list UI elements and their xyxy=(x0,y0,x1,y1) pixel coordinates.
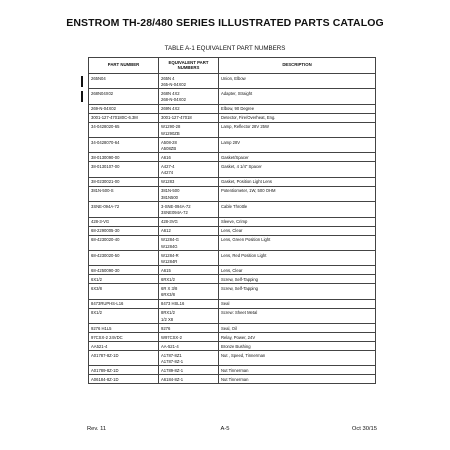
equivalent-part-number: A615 xyxy=(161,267,171,273)
part-number-cell xyxy=(89,341,159,350)
equivalent-part-number: A508ZB xyxy=(161,146,177,152)
equivalent-part-number: W1283 xyxy=(161,179,175,185)
part-number-cell xyxy=(89,375,159,384)
part-number: 38-0130107-00 xyxy=(91,164,120,170)
equivalent-part-number: A1787-8Z-1 xyxy=(161,358,184,364)
equivalent-part-numbers-cell xyxy=(159,332,219,341)
part-number-cell xyxy=(89,186,159,201)
description-cell xyxy=(219,275,376,284)
description: Seal, Oil xyxy=(221,325,237,331)
part-number: 68-2290005-30 xyxy=(91,228,120,234)
page-number: A-5 xyxy=(220,426,230,432)
part-number-cell xyxy=(89,153,159,162)
part-number: A06184-8Z-1D xyxy=(91,376,119,382)
equivalent-part-number: A427-4 xyxy=(161,164,175,170)
revision-date: Oct 30/15 xyxy=(351,426,377,432)
description: Screw: Sheet Metal xyxy=(221,310,258,316)
part-number: AA521-4 xyxy=(91,343,108,349)
part-number: 6X1/2 xyxy=(91,276,102,282)
part-number-cell xyxy=(89,177,159,186)
part-number: 38-0130090-00 xyxy=(91,155,120,161)
description: Elbow, 90 Degree xyxy=(221,106,255,112)
table-header-row xyxy=(89,58,376,74)
table-row xyxy=(89,202,376,217)
description-cell xyxy=(219,350,376,365)
equivalent-part-number: 1/2 X8 xyxy=(161,316,174,322)
equivalent-part-number: 3-SNE-094A-72 xyxy=(161,203,191,209)
part-number: 428-3-VG xyxy=(91,219,110,225)
description-cell xyxy=(219,89,376,104)
column-header-equivalent-part-numbers: EQUIVALENT PART NUMBERS xyxy=(159,58,219,74)
part-number: 38-0230021-00 xyxy=(91,179,120,185)
description: Detector, Fire/Overheat, Eng. xyxy=(221,115,276,121)
part-number-cell xyxy=(89,226,159,235)
equivalent-part-number: AA-521-4 xyxy=(161,343,179,349)
part-number-cell xyxy=(89,113,159,122)
table-row xyxy=(89,323,376,332)
part-number-cell xyxy=(89,323,159,332)
description-cell xyxy=(219,153,376,162)
equivalent-part-numbers-table xyxy=(88,57,376,384)
table-row xyxy=(89,266,376,275)
equivalent-part-numbers-cell xyxy=(159,89,219,104)
equivalent-part-number: W97CSX-2 xyxy=(161,334,182,340)
description-cell xyxy=(219,235,376,250)
description-cell xyxy=(219,323,376,332)
equivalent-part-number: 8473 HSL16 xyxy=(161,301,185,307)
equivalent-part-number: 265N 4 xyxy=(161,75,175,81)
table-row xyxy=(89,89,376,104)
part-number-cell xyxy=(89,104,159,113)
description: Screw, Self-Tapping xyxy=(221,285,259,291)
table-row xyxy=(89,138,376,153)
description: Gasket, Position Light Lens xyxy=(221,179,272,185)
description-cell xyxy=(219,332,376,341)
description-cell xyxy=(219,341,376,350)
part-number-cell xyxy=(89,350,159,365)
part-number-cell xyxy=(89,162,159,177)
equivalent-part-number: 9276 xyxy=(161,325,171,331)
description: Union, Elbow xyxy=(221,75,246,81)
part-number: 68-4230020-50 xyxy=(91,252,120,258)
equivalent-part-numbers-cell xyxy=(159,122,219,137)
equivalent-part-numbers-cell xyxy=(159,226,219,235)
document-title: ENSTROM TH-28/480 SERIES ILLUSTRATED PARTS CATALOG xyxy=(66,17,384,29)
part-number-cell xyxy=(89,74,159,89)
part-number: 381N-500-S xyxy=(91,188,114,194)
equivalent-part-number: W1290-28 xyxy=(161,124,181,130)
equivalent-part-number: 265-N-04X02 xyxy=(161,81,186,87)
table-row xyxy=(89,332,376,341)
equivalent-part-numbers-cell xyxy=(159,366,219,375)
table-row xyxy=(89,122,376,137)
equivalent-part-number: 3SNE094A-72 xyxy=(161,210,188,216)
part-number: 268N04X02 xyxy=(91,90,114,96)
equivalent-part-numbers-cell xyxy=(159,250,219,265)
part-number: 8473RUPHS-L16 xyxy=(91,301,124,307)
description: Nut Tinnerman xyxy=(221,367,249,373)
column-header-part-number: PART NUMBER xyxy=(89,58,159,74)
part-number-cell xyxy=(89,235,159,250)
description-cell xyxy=(219,113,376,122)
equivalent-part-number: A1787-8Z1 xyxy=(161,352,182,358)
description-cell xyxy=(219,122,376,137)
equivalent-part-numbers-cell xyxy=(159,113,219,122)
part-number: 3SNE-094A-72 xyxy=(91,203,120,209)
equivalent-part-number: W1284R xyxy=(161,258,178,264)
equivalent-part-numbers-cell xyxy=(159,104,219,113)
part-number: 34-0428070-64 xyxy=(91,139,120,145)
table-row xyxy=(89,235,376,250)
part-number-cell xyxy=(89,366,159,375)
equivalent-part-numbers-cell xyxy=(159,162,219,177)
table-row xyxy=(89,284,376,299)
description-cell xyxy=(219,104,376,113)
table-row xyxy=(89,113,376,122)
description: Lens, Clear xyxy=(221,267,243,273)
equivalent-part-numbers-cell xyxy=(159,217,219,226)
part-number: 68-4250090-30 xyxy=(91,267,120,273)
equivalent-part-numbers-cell xyxy=(159,186,219,201)
description-cell xyxy=(219,375,376,384)
equivalent-part-number: A4274 xyxy=(161,170,174,176)
description-cell xyxy=(219,226,376,235)
table-row xyxy=(89,74,376,89)
description: Cable Throttle xyxy=(221,203,248,209)
equivalent-part-numbers-cell xyxy=(159,375,219,384)
equivalent-part-number: W1290ZB xyxy=(161,130,180,136)
part-number: 34-0428020-65 xyxy=(91,124,120,130)
part-number-cell xyxy=(89,122,159,137)
equivalent-part-number: A6184-8Z-1 xyxy=(161,376,184,382)
description: Lens, Red Position Light xyxy=(221,252,267,258)
part-number-cell xyxy=(89,308,159,323)
equivalent-part-numbers-cell xyxy=(159,308,219,323)
equivalent-part-number: 381N500 xyxy=(161,194,178,200)
part-number-cell xyxy=(89,332,159,341)
equivalent-part-numbers-cell xyxy=(159,74,219,89)
description: Screw, Self-Tapping xyxy=(221,276,259,282)
description: Lamp, Reflector 28V 25W xyxy=(221,124,269,130)
part-number: 6X3/8 xyxy=(91,285,102,291)
equivalent-part-number: 6RX1/2 xyxy=(161,276,175,282)
table-row xyxy=(89,350,376,365)
equivalent-part-number: A616 xyxy=(161,155,171,161)
part-number: A01787-8Z-1D xyxy=(91,352,119,358)
description: Bronze Bushing xyxy=(221,343,251,349)
equivalent-part-numbers-cell xyxy=(159,235,219,250)
table-row xyxy=(89,226,376,235)
description-cell xyxy=(219,266,376,275)
equivalent-part-number: W1284G xyxy=(161,243,178,249)
description-cell xyxy=(219,217,376,226)
part-number: A01789-8Z-1D xyxy=(91,367,119,373)
part-number: 269-N-04X02 xyxy=(91,106,116,112)
equivalent-part-number: 381N-500 xyxy=(161,188,180,194)
equivalent-part-number: W1284-G xyxy=(161,237,179,243)
equivalent-part-number: 269N 4X2 xyxy=(161,106,180,112)
description-cell xyxy=(219,177,376,186)
equivalent-part-number: A612 xyxy=(161,228,171,234)
description: Nut , Speed, Tinnerman xyxy=(221,352,266,358)
equivalent-part-number: 6RX3/8 xyxy=(161,292,175,298)
description-cell xyxy=(219,250,376,265)
equivalent-part-numbers-cell xyxy=(159,138,219,153)
equivalent-part-number: 268N 4X2 xyxy=(161,90,180,96)
part-number-cell xyxy=(89,202,159,217)
equivalent-part-numbers-cell xyxy=(159,177,219,186)
description: Nut Tinnerman xyxy=(221,376,249,382)
part-number-cell xyxy=(89,299,159,308)
description: Adapter, Straight xyxy=(221,90,253,96)
table-row xyxy=(89,366,376,375)
equivalent-part-numbers-cell xyxy=(159,266,219,275)
description: Lens, Green Position Light xyxy=(221,237,271,243)
equivalent-part-number: 428-3VG xyxy=(161,219,178,225)
equivalent-part-numbers-cell xyxy=(159,350,219,365)
description: Lens, Clear xyxy=(221,228,243,234)
part-number: 265N04 xyxy=(91,75,106,81)
part-number-cell xyxy=(89,138,159,153)
part-number-cell xyxy=(89,217,159,226)
part-number: 8X1/2 xyxy=(91,310,102,316)
part-number-cell xyxy=(89,266,159,275)
description-cell xyxy=(219,186,376,201)
part-number-cell xyxy=(89,284,159,299)
equivalent-part-numbers-cell xyxy=(159,153,219,162)
equivalent-part-numbers-cell xyxy=(159,341,219,350)
equivalent-part-numbers-cell xyxy=(159,299,219,308)
equivalent-part-number: W1284-R xyxy=(161,252,179,258)
change-bar xyxy=(81,76,83,87)
description: Potentiometer, 1W, 500 OHM xyxy=(221,188,276,194)
table-row xyxy=(89,250,376,265)
description: Relay, Power, 24V xyxy=(221,334,256,340)
description-cell xyxy=(219,162,376,177)
equivalent-part-number: 6R X 3/8 xyxy=(161,285,178,291)
change-bar xyxy=(81,91,83,102)
table-caption: TABLE A-1 EQUIVALENT PART NUMBERS xyxy=(164,45,286,52)
table-row xyxy=(89,153,376,162)
description-cell xyxy=(219,138,376,153)
column-header-description: DESCRIPTION xyxy=(219,58,376,74)
equivalent-part-numbers-cell xyxy=(159,323,219,332)
description: Lamp 28V xyxy=(221,139,241,145)
table-row xyxy=(89,275,376,284)
equivalent-part-number: 3001-127-47018 xyxy=(161,115,192,121)
part-number: 3001-127-470180C-6.3M xyxy=(91,115,138,121)
equivalent-part-numbers-cell xyxy=(159,202,219,217)
description: Sleeve, Crimp xyxy=(221,219,248,225)
description: Gasket/Spacer xyxy=(221,155,249,161)
description-cell xyxy=(219,299,376,308)
table-row xyxy=(89,177,376,186)
table-row xyxy=(89,375,376,384)
table-row xyxy=(89,341,376,350)
part-number: 68-4230020-40 xyxy=(91,237,120,243)
description: Seal xyxy=(221,301,230,307)
equivalent-part-number: A508-28 xyxy=(161,139,177,145)
table-row xyxy=(89,308,376,323)
table-row xyxy=(89,104,376,113)
description-cell xyxy=(219,202,376,217)
equivalent-part-number: 268-N-04X02 xyxy=(161,97,186,103)
table-row xyxy=(89,299,376,308)
description-cell xyxy=(219,74,376,89)
equivalent-part-numbers-cell xyxy=(159,284,219,299)
description-cell xyxy=(219,366,376,375)
description: Gasket, 4 1/4" Spacer xyxy=(221,164,262,170)
table-row xyxy=(89,162,376,177)
table-row xyxy=(89,186,376,201)
part-number-cell xyxy=(89,89,159,104)
description-cell xyxy=(219,284,376,299)
equivalent-part-number: 8RX1/2 xyxy=(161,310,175,316)
part-number: 9276 H1L5 xyxy=(91,325,112,331)
part-number-cell xyxy=(89,275,159,284)
part-number-cell xyxy=(89,250,159,265)
part-number: 97CSX-2 24VDC xyxy=(91,334,123,340)
equivalent-part-numbers-cell xyxy=(159,275,219,284)
table-row xyxy=(89,217,376,226)
description-cell xyxy=(219,308,376,323)
revision-label: Rev. 11 xyxy=(87,426,107,432)
equivalent-part-number: A1789-8Z-1 xyxy=(161,367,184,373)
